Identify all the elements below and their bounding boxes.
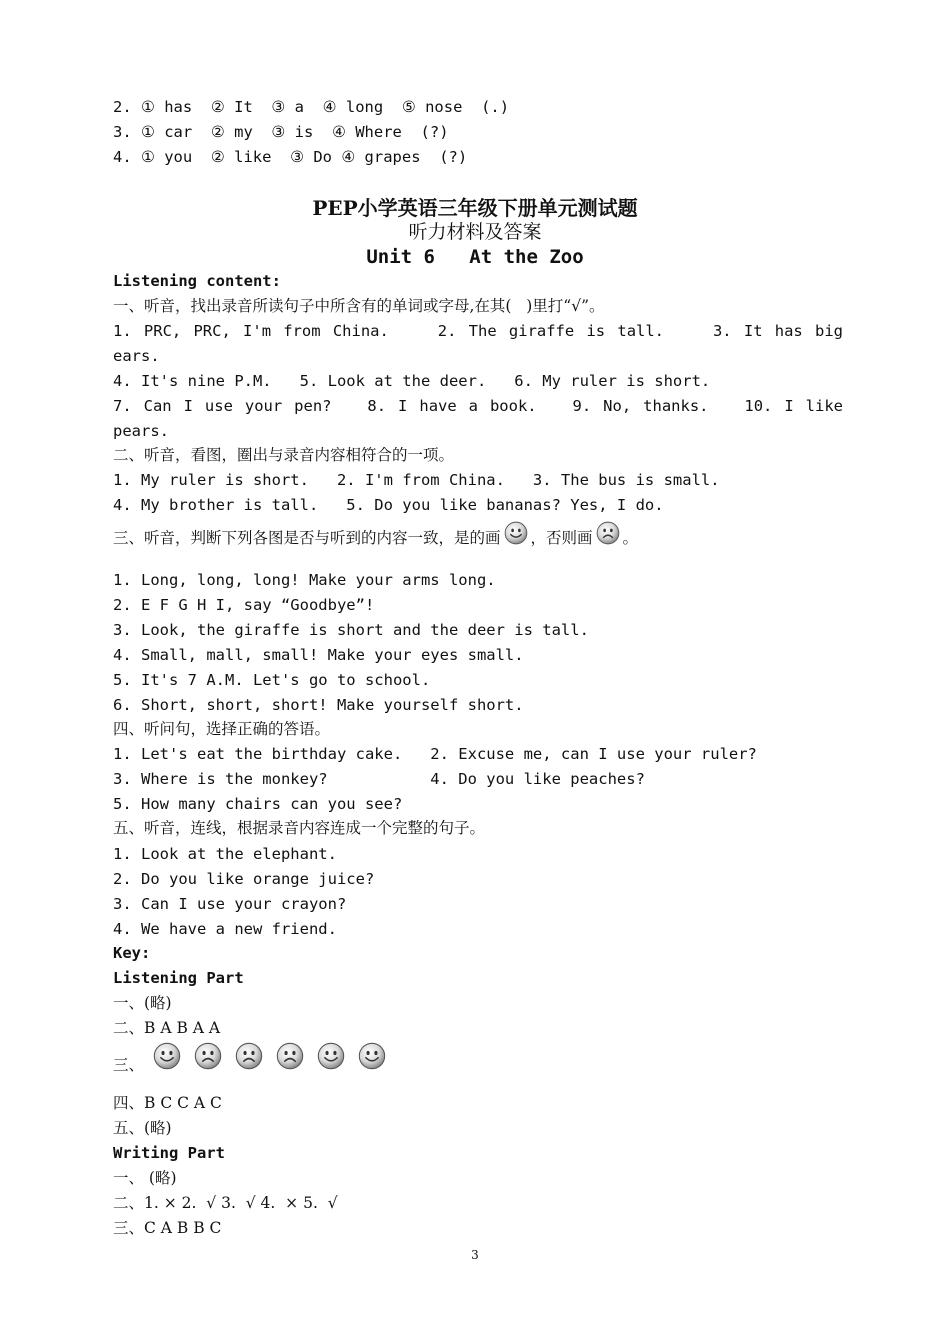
section3-heading-c: 。: [622, 529, 639, 547]
section3-heading-a: 三、听音，判断下列各图是否与听到的内容一致，是的画: [113, 529, 501, 547]
section3-item-2: 2. E F G H I, say “Goodbye”!: [113, 596, 375, 614]
section3-item-3: 3. Look, the giraffe is short and the deer is tall.: [113, 621, 589, 639]
top-item-4: 4. ① you ② like ③ Do ④ grapes (?): [113, 148, 468, 166]
happy-face-icon: [504, 521, 528, 545]
key-listening-1: 一、(略): [113, 994, 172, 1012]
key-listening-3-prefix: 三、: [113, 1056, 145, 1074]
section2-heading: 二、听音，看图，圈出与录音内容相符合的一项。: [113, 446, 455, 464]
section4-line2: 3. Where is the monkey? 4. Do you like peaches?: [113, 770, 645, 788]
section5-item-2: 2. Do you like orange juice?: [113, 870, 375, 888]
happy-face-icon: [317, 1042, 345, 1070]
section3-heading-b: ，否则画: [530, 529, 593, 547]
section1-line2: 4. It's nine P.M. 5. Look at the deer. 6. My ruler is short.: [113, 372, 711, 390]
section2-line2: 4. My brother is tall. 5. Do you like bananas? Yes, I do.: [113, 496, 664, 514]
writing-part-label: Writing Part: [113, 1144, 225, 1162]
section3-item-1: 1. Long, long, long! Make your arms long.: [113, 571, 496, 589]
sad-face-icon: [194, 1042, 222, 1070]
listening-content-label: Listening content:: [113, 272, 281, 290]
page-title: PEP小学英语三年级下册单元测试题: [312, 196, 638, 220]
listening-part-label: Listening Part: [113, 969, 244, 987]
top-item-3: 3. ① car ② my ③ is ④ Where (?): [113, 123, 449, 141]
section5-item-1: 1. Look at the elephant.: [113, 845, 337, 863]
section5-heading: 五、听音，连线，根据录音内容连成一个完整的句子。: [113, 819, 486, 837]
section2-line1: 1. My ruler is short. 2. I'm from China. 3. The bus is small.: [113, 471, 720, 489]
section3-heading: [113, 520, 843, 556]
happy-face-icon: [358, 1042, 386, 1070]
section1-line3b: pears.: [113, 422, 169, 440]
section1-heading: 一、听音，找出录音所读句子中所含有的单词或字母,在其( )里打“√”。: [113, 297, 605, 315]
section1-line1: 1. PRC, PRC, I'm from China. 2. The giraffe is tall. 3. It has big: [113, 322, 843, 340]
section4-heading: 四、听问句，选择正确的答语。: [113, 720, 331, 738]
key-listening-3: [113, 1042, 390, 1082]
section1-line1b: ears.: [113, 347, 160, 365]
section5-item-3: 3. Can I use your crayon?: [113, 895, 347, 913]
key-writing-1: 一、 (略): [113, 1169, 177, 1187]
section5-item-4: 4. We have a new friend.: [113, 920, 337, 938]
key-listening-4: 四、B C C A C: [113, 1094, 222, 1112]
section3-item-6: 6. Short, short, short! Make yourself short.: [113, 696, 524, 714]
key-listening-5: 五、(略): [113, 1119, 172, 1137]
key-writing-3: 三、C A B B C: [113, 1219, 222, 1237]
happy-face-icon: [153, 1042, 181, 1070]
key-writing-2: 二、1. × 2. √ 3. √ 4. × 5. √: [113, 1194, 338, 1212]
page-subtitle: 听力材料及答案: [408, 221, 542, 243]
section4-line1: 1. Let's eat the birthday cake. 2. Excuse me, can I use your ruler?: [113, 745, 757, 763]
section1-line3: 7. Can I use your pen? 8. I have a book. 9. No, thanks. 10. I like: [113, 397, 843, 415]
section4-line3: 5. How many chairs can you see?: [113, 795, 403, 813]
page-number: 3: [471, 1248, 479, 1262]
section3-item-5: 5. It's 7 A.M. Let's go to school.: [113, 671, 431, 689]
sad-face-icon: [235, 1042, 263, 1070]
unit-title: Unit 6 At the Zoo: [366, 246, 584, 268]
section3-item-4: 4. Small, mall, small! Make your eyes small.: [113, 646, 524, 664]
key-label: Key:: [113, 944, 151, 962]
sad-face-icon: [596, 521, 620, 545]
key-listening-2: 二、B A B A A: [113, 1019, 221, 1037]
top-item-2: 2. ① has ② It ③ a ④ long ⑤ nose (.): [113, 98, 510, 116]
sad-face-icon: [276, 1042, 304, 1070]
